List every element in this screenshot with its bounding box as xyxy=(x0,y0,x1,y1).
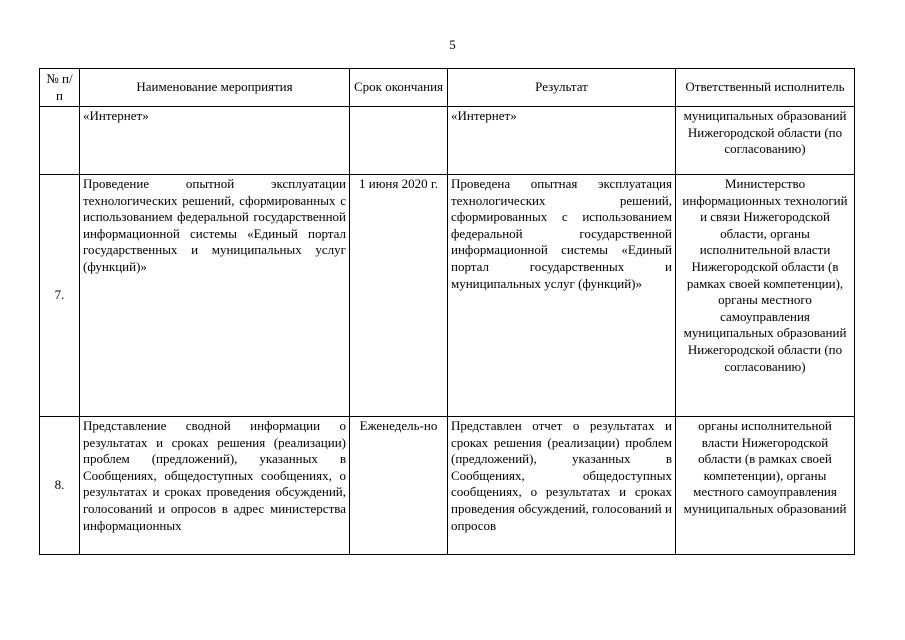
cell-num xyxy=(40,107,80,175)
table-row xyxy=(40,175,855,417)
cell-name: «Интернет» xyxy=(80,107,350,175)
cell-deadline: Еженедель-но xyxy=(350,417,448,555)
header-deadline: Срок окончания xyxy=(350,69,448,107)
table-header-row xyxy=(40,69,855,107)
cell-responsible: муниципальных образований Нижегородской области (по согласованию) xyxy=(676,107,855,175)
cell-responsible: органы исполнительной власти Нижегородской области (в рамках своей компетенции), органы местного самоуправления муниципальных образований xyxy=(676,417,855,555)
table-row xyxy=(40,107,855,175)
cell-name: Представление сводной информации о результатах и сроках решения (реализации) проблем (предложений), указанных в Сообщениях, общедоступных сообщениях, о результатах и сроках проведения обсуждений, голосований и опросов в адрес министерства информационных xyxy=(80,417,350,555)
cell-result: «Интернет» xyxy=(448,107,676,175)
cell-deadline: 1 июня 2020 г. xyxy=(350,175,448,417)
cell-num: 8. xyxy=(40,417,80,555)
activities-table xyxy=(39,68,855,555)
cell-name: Проведение опытной эксплуатации технологических решений, сформированных с использованием федеральной государственной информационной системы «Единый портал государственных и муниципальных услуг (функций)» xyxy=(80,175,350,417)
page-number: 5 xyxy=(449,37,456,52)
header-responsible: Ответственный исполнитель xyxy=(676,69,855,107)
cell-deadline xyxy=(350,107,448,175)
cell-result: Проведена опытная эксплуатация технологических решений, сформированных с использованием федеральной государственной информационной системы «Единый портал государственных и муниципальных услуг (функций)» xyxy=(448,175,676,417)
cell-responsible: Министерство информационных технологий и связи Нижегородской области, органы исполнительной власти Нижегородской области (в рамках своей компетенции), органы местного самоуправления муниципальных образований Нижегородской области (по согласованию) xyxy=(676,175,855,417)
cell-result: Представлен отчет о результатах и сроках решения (реализации) проблем (предложений), указанных в Сообщениях, общедоступных сообщениях, о результатах и сроках проведения обсуждений, голосований и опросов xyxy=(448,417,676,555)
table-row xyxy=(40,417,855,555)
header-name: Наименование мероприятия xyxy=(80,69,350,107)
cell-num: 7. xyxy=(40,175,80,417)
header-result: Результат xyxy=(448,69,676,107)
header-num: № п/п xyxy=(40,69,80,107)
